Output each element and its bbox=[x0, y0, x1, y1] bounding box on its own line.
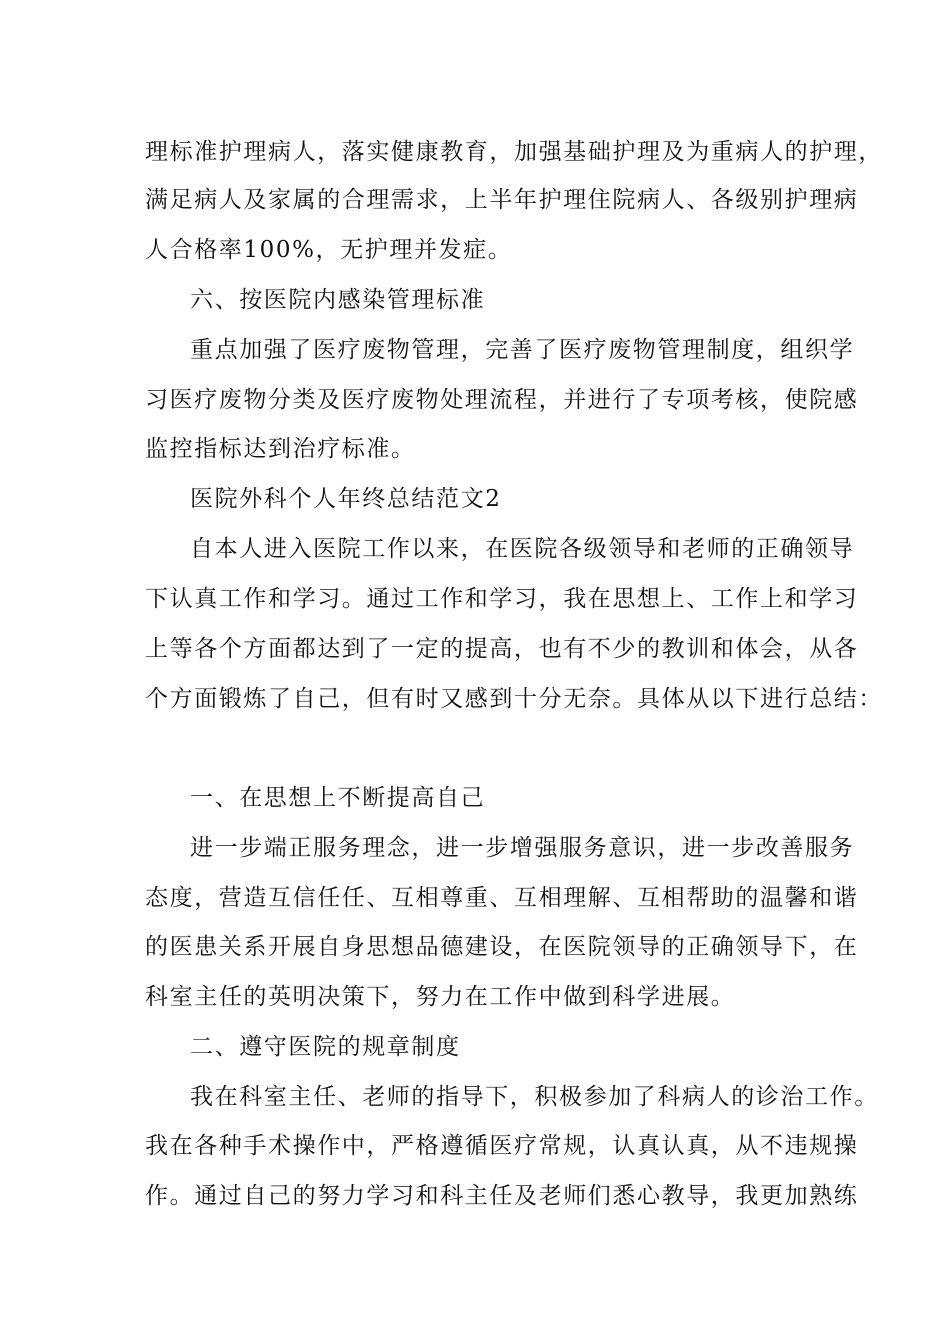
paragraph-line: 上等各个方面都达到了一定的提高，也有不少的教训和体会，从各 bbox=[145, 636, 859, 662]
paragraph-line: 个方面锻炼了自己，但有时又感到十分无奈。具体从以下进行总结： bbox=[145, 686, 883, 712]
section-heading: 六、按医院内感染管理标准 bbox=[190, 287, 486, 313]
article-title: 医院外科个人年终总结范文2 bbox=[190, 486, 502, 512]
paragraph-line: 重点加强了医疗废物管理，完善了医疗废物管理制度，组织学 bbox=[190, 337, 855, 363]
paragraph-line: 我在科室主任、老师的指导下，积极参加了科病人的诊治工作。 bbox=[190, 1084, 879, 1110]
paragraph-line: 进一步端正服务理念，进一步增强服务意识，进一步改善服务 bbox=[190, 835, 855, 861]
paragraph-line: 习医疗废物分类及医疗废物处理流程，并进行了专项考核，使院感 bbox=[145, 387, 859, 413]
section-heading: 一、在思想上不断提高自己 bbox=[190, 785, 486, 811]
section-heading: 二、遵守医院的规章制度 bbox=[190, 1034, 461, 1060]
paragraph-line: 作。通过自己的努力学习和科主任及老师们悉心教导，我更加熟练 bbox=[145, 1183, 859, 1209]
paragraph-line: 人合格率100%，无护理并发症。 bbox=[145, 237, 513, 263]
paragraph-line: 自本人进入医院工作以来，在医院各级领导和老师的正确领导 bbox=[190, 536, 855, 562]
paragraph-line: 监控指标达到治疗标准。 bbox=[145, 436, 416, 462]
paragraph-line: 理标准护理病人，落实健康教育，加强基础护理及为重病人的护理， bbox=[145, 139, 883, 165]
paragraph-line: 科室主任的英明决策下，努力在工作中做到科学进展。 bbox=[145, 984, 736, 1010]
paragraph-line: 态度，营造互信任任、互相尊重、互相理解、互相帮助的温馨和谐 bbox=[145, 885, 859, 911]
paragraph-line: 我在各种手术操作中，严格遵循医疗常规，认真认真，从不违规操 bbox=[145, 1133, 859, 1159]
paragraph-line: 下认真工作和学习。通过工作和学习，我在思想上、工作上和学习 bbox=[145, 586, 859, 612]
paragraph-line: 满足病人及家属的合理需求，上半年护理住院病人、各级别护理病 bbox=[145, 187, 859, 213]
paragraph-line: 的医患关系开展自身思想品德建设，在医院领导的正确领导下，在 bbox=[145, 934, 859, 960]
